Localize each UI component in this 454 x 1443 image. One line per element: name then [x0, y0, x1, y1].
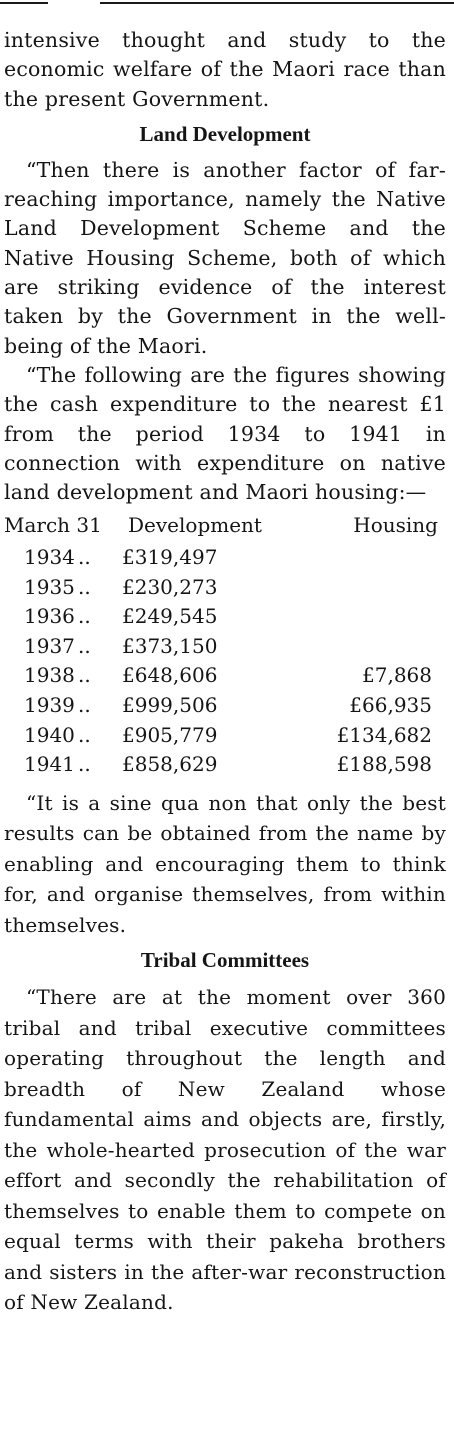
heading-tribal-committees: Tribal Committees	[140, 948, 310, 973]
table-row	[4, 573, 446, 603]
row-housing: £66,935	[349, 693, 432, 718]
row-year: 1934	[24, 545, 75, 570]
heading-land-development: Land Development	[139, 121, 311, 146]
tribal-paragraph: “There are at the moment over 360 tribal and tribal executive committees operating throughout the length and breadth of New Zealand whose fundamental aims and objects are, firstly, the whole-hearted prosecution of the war effort and secondly the rehabilitation of themselves to enable them to compete on equal terms with their pakeha brothers and sisters in the after-war reconstruction of New Zealand.	[4, 985, 446, 1315]
table-row	[4, 543, 446, 573]
row-housing: £188,598	[336, 752, 432, 777]
top-rule-right	[100, 2, 454, 4]
expenditure-table	[4, 511, 446, 779]
row-year: 1940	[24, 722, 75, 747]
header-housing: Housing	[353, 513, 438, 538]
row-leader-dots: ..	[78, 722, 91, 747]
row-year: 1941	[24, 752, 75, 777]
row-development: £648,606	[122, 663, 218, 688]
land-paragraph-2: “The following are the figures showing the cash expenditure to the nearest £1 from the period 1934 to 1941 in connection with expenditure on native land development and Maori housing:—	[4, 362, 446, 505]
row-leader-dots: ..	[78, 604, 91, 629]
row-year: 1939	[24, 693, 75, 718]
header-development: Development	[128, 513, 262, 538]
intro-paragraph: intensive thought and study to the economic welfare of the Maori race than the present Government.	[4, 28, 446, 111]
top-rule-left	[0, 2, 48, 4]
table-row	[4, 632, 446, 662]
table-row	[4, 661, 446, 691]
row-year: 1938	[24, 663, 75, 688]
row-development: £249,545	[122, 604, 218, 629]
row-development: £858,629	[122, 752, 218, 777]
land-paragraph-1: “Then there is another factor of far-reaching importance, namely the Native Land Development Scheme and the Native Housing Scheme, both of which are striking evidence of the interest taken by the Government in the well-being of the Maori.	[4, 157, 446, 358]
header-march: March 31	[4, 513, 102, 538]
row-housing: £7,868	[362, 663, 432, 688]
row-housing: £134,682	[336, 722, 432, 747]
row-leader-dots: ..	[78, 633, 91, 658]
row-leader-dots: ..	[78, 663, 91, 688]
table-row	[4, 721, 446, 751]
row-development: £373,150	[122, 633, 218, 658]
row-development: £905,779	[122, 722, 218, 747]
table-row	[4, 750, 446, 780]
row-leader-dots: ..	[78, 574, 91, 599]
row-development: £230,273	[122, 574, 218, 599]
row-development: £319,497	[122, 545, 218, 570]
row-year: 1936	[24, 604, 75, 629]
table-row	[4, 691, 446, 721]
row-year: 1937	[24, 633, 75, 658]
article-column	[4, 26, 446, 1318]
row-leader-dots: ..	[78, 693, 91, 718]
row-housing	[252, 602, 432, 632]
table-row	[4, 602, 446, 632]
table-body	[4, 543, 446, 780]
table-header	[4, 511, 446, 541]
row-development: £999,506	[122, 693, 218, 718]
row-housing	[252, 632, 432, 662]
row-year: 1935	[24, 574, 75, 599]
row-housing	[252, 573, 432, 603]
row-leader-dots: ..	[78, 545, 91, 570]
row-housing	[252, 543, 432, 573]
row-leader-dots: ..	[78, 752, 91, 777]
sine-qua-non-paragraph: “It is a sine qua non that only the best results can be obtained from the name by enabling and encouraging them to think for, and organise themselves, from within themselves.	[4, 790, 446, 937]
